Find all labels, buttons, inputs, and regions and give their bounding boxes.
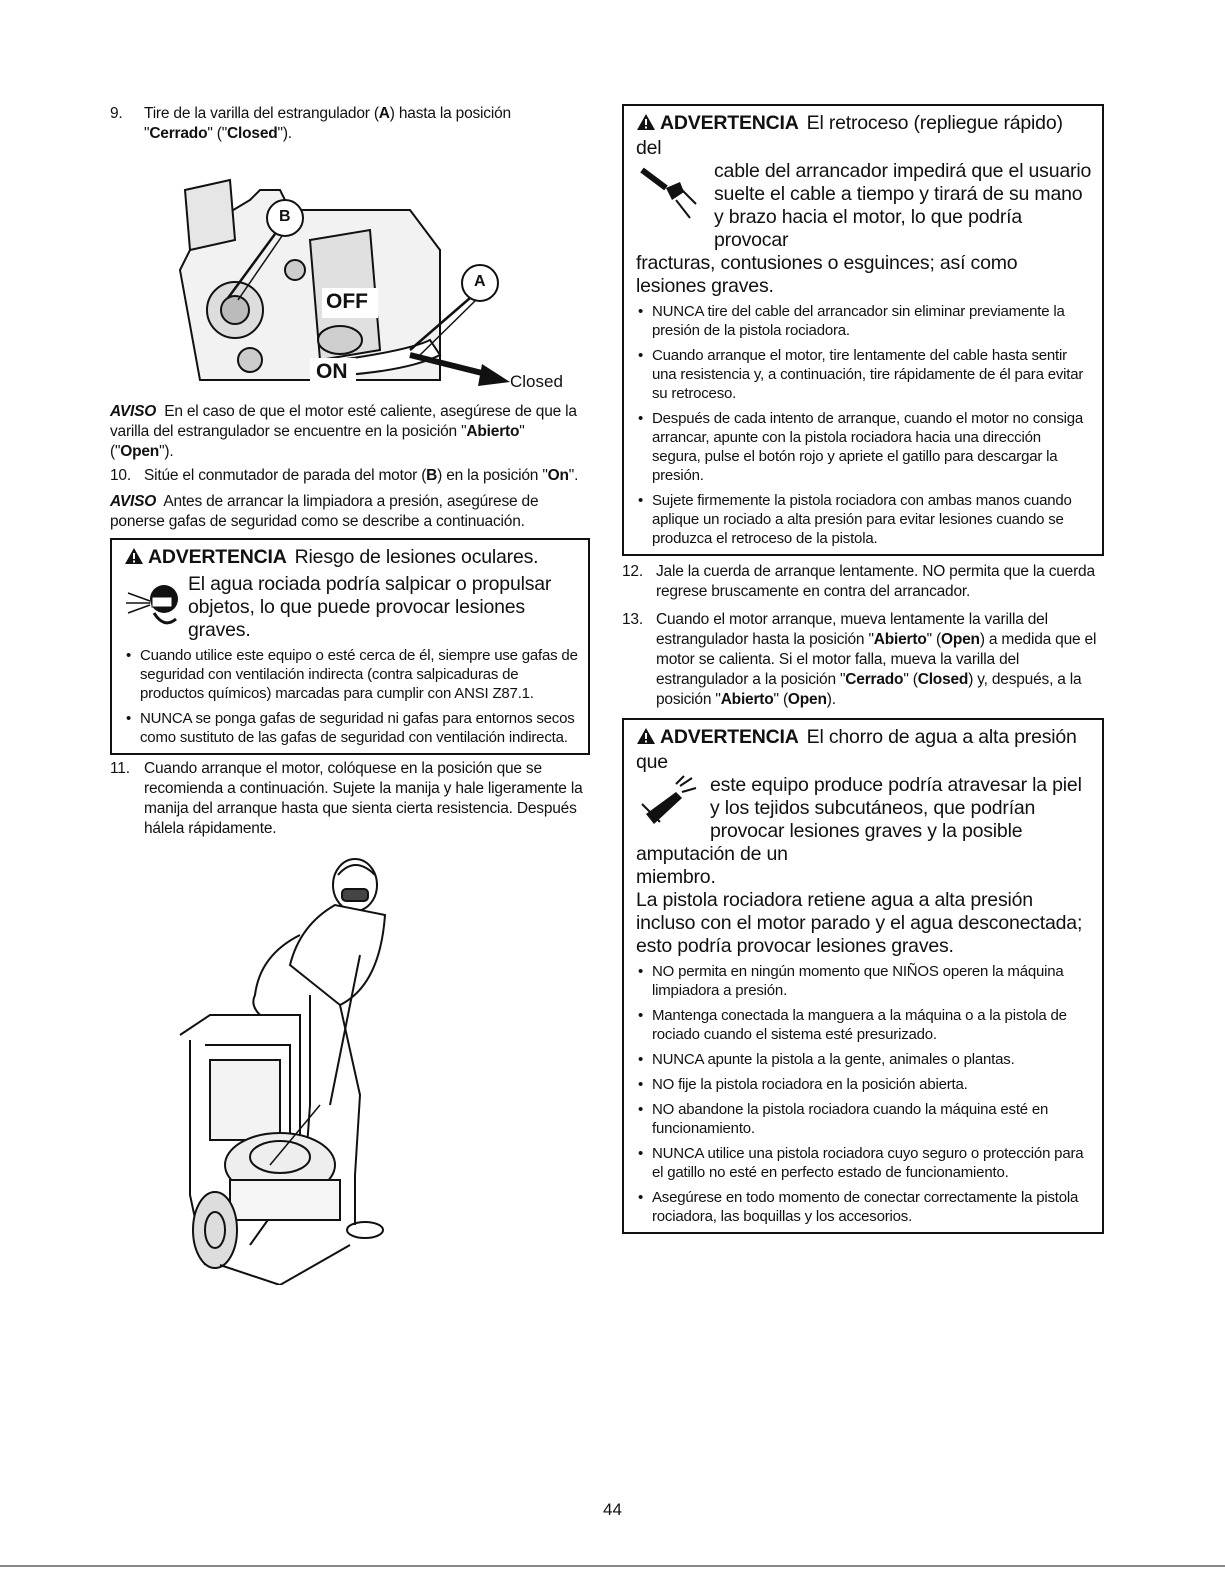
step-12: 12. Jale la cuerda de arranque lentamente. NO permita que la cuerda regrese bruscamente en contra del arrancador.	[622, 563, 1095, 600]
callout-a-label: A	[474, 273, 486, 290]
right-column	[622, 104, 1104, 1234]
step-number: 12.	[622, 563, 643, 580]
on-label: ON	[316, 360, 348, 383]
warning-body: cable del arrancador impedirá que el usuario suelte el cable a tiempo y tirará de su mano y brazo hacia el motor, lo que podría provocar	[714, 160, 1092, 251]
aviso-safety-glasses: AVISO Antes de arrancar la limpiadora a presión, asegúrese de ponerse gafas de seguridad como se describe a continuación.	[110, 493, 539, 530]
warning-body-pressure-retained: La pistola rociadora retiene agua a alta presión incluso con el motor parado y el agua desconectada; esto podría provocar lesiones graves.	[636, 889, 1083, 957]
bullet-item: • Cuando utilice este equipo o esté cerca de él, siempre use gafas de seguridad con ventilación indirecta (contra salpicaduras de productos químicos) marcadas para cumplir con ANSI Z87.1.	[124, 646, 578, 703]
step-number: 13.	[622, 611, 643, 628]
left-column	[110, 104, 586, 1285]
warning-triangle-icon	[636, 113, 656, 137]
warning-bullets	[636, 302, 1092, 548]
bullet-item: • NUNCA tire del cable del arrancador sin eliminar previamente la presión de la pistola rociadora.	[636, 302, 1092, 340]
page-number: 44	[603, 1500, 622, 1519]
warning-triangle-icon	[124, 547, 144, 571]
injection-hazard-icon	[636, 774, 702, 840]
warning-body: este equipo produce podría atravesar la piel y los tejidos subcutáneos, que podrían provocar lesiones graves y la posible amputación de un	[636, 774, 1082, 865]
step-number: 10.	[110, 467, 131, 484]
bullet-item: • Después de cada intento de arranque, cuando el motor no consiga arrancar, apunte con la pistola rociadora hacia una dirección segura, pulse el botón rojo y apriete el gatillo para descargar la presión.	[636, 409, 1092, 485]
closed-label: Closed	[510, 372, 563, 391]
choke-lever-illustration	[110, 150, 586, 398]
callout-b-label: B	[279, 208, 291, 225]
step-text: Tire de la varilla del estrangulador (A) hasta la posición "Cerrado" ("Closed").	[144, 105, 511, 142]
warning-body: El agua rociada podría salpicar o propulsar objetos, lo que puede provocar lesiones graves.	[188, 573, 552, 641]
bullet-item: • NO permita en ningún momento que NIÑOS operen la máquina limpiadora a presión.	[636, 962, 1092, 1000]
warning-body-continued: fracturas, contusiones o esguinces; así como lesiones graves.	[636, 252, 1018, 297]
choke-lever-figure	[110, 150, 586, 398]
bullet-item: • NUNCA se ponga gafas de seguridad ni gafas para entornos secos como sustituto de las gafas de seguridad con ventilación indirecta.	[124, 709, 578, 747]
warning-box-eye-injury	[110, 538, 590, 755]
eye-spray-hazard-icon	[124, 573, 188, 642]
bullet-item: • NUNCA utilice una pistola rociadora cuyo seguro o protección para el gatillo no esté en perfecto estado de funcionamiento.	[636, 1144, 1092, 1182]
bullet-item: • NO fije la pistola rociadora en la posición abierta.	[636, 1075, 1092, 1094]
bullet-item: • NUNCA apunte la pistola a la gente, animales o plantas.	[636, 1050, 1092, 1069]
off-label: OFF	[326, 290, 368, 313]
bullet-item: • Sujete firmemente la pistola rociadora con ambas manos cuando aplique un rociado a alta presión para evitar lesiones cuando se produzca el retroceso de la pistola.	[636, 491, 1092, 548]
step-number: 11.	[110, 760, 130, 777]
bullet-item: • Asegúrese en todo momento de conectar correctamente la pistola rociadora, las boquillas y los accesorios.	[636, 1188, 1092, 1226]
step-10: 10. Sitúe el conmutador de parada del motor (B) en la posición "On".	[110, 467, 579, 484]
step-number: 9.	[110, 105, 123, 122]
bullet-item: • Cuando arranque el motor, tire lentamente del cable hasta sentir una resistencia y, a continuación, tire rápidamente de él para evitar su retroceso.	[636, 346, 1092, 403]
warning-header: ADVERTENCIA El retroceso (repliegue rápido) del	[636, 112, 1063, 159]
operator-starting-engine-illustration	[110, 845, 586, 1285]
warning-bullets	[636, 962, 1092, 1226]
warning-box-kickback	[622, 104, 1104, 556]
warning-box-high-pressure	[622, 718, 1104, 1234]
step-11: 11. Cuando arranque el motor, colóquese en la posición que se recomienda a continuación. Sujete la manija y hale ligeramente la manija del arranque hasta que sienta cierta resistencia. Después hálela rápidamente.	[110, 760, 583, 837]
warning-header: ADVERTENCIA Riesgo de lesiones oculares.	[124, 546, 578, 571]
bullet-item: • Mantenga conectada la manguera a la máquina o a la pistola de rociado cuando el sistema esté presurizado.	[636, 1006, 1092, 1044]
step-9	[110, 104, 586, 144]
aviso-hot-engine: AVISO En el caso de que el motor esté caliente, asegúrese de que la varilla del estrangulador se encuentre en la posición "Abierto" ("Open").	[110, 403, 577, 460]
warning-triangle-icon	[636, 727, 656, 751]
warning-bullets	[124, 646, 578, 747]
bullet-item: • NO abandone la pistola rociadora cuando la máquina esté en funcionamiento.	[636, 1100, 1092, 1138]
kickback-hazard-icon	[636, 160, 706, 230]
warning-header: ADVERTENCIA El chorro de agua a alta presión que	[636, 726, 1077, 773]
step-13: 13. Cuando el motor arranque, mueva lentamente la varilla del estrangulador hasta la posición "Abierto" (Open) a medida que el motor se calienta. Si el motor falla, mueva la varilla del estrangulador a la posición "Cerrado" (Closed) y, después, a la posición "Abierto" (Open).	[622, 611, 1097, 708]
starting-position-figure	[110, 845, 586, 1285]
warning-body-continued: miembro.	[636, 866, 716, 888]
page-bottom-rule	[0, 1565, 1225, 1567]
